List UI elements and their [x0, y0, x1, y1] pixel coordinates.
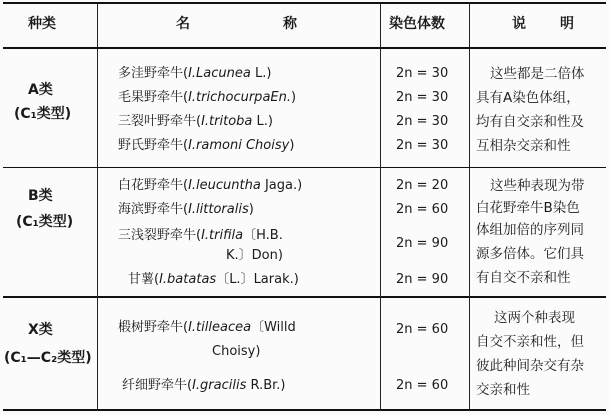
species-row: 野氏野牵牛(I.ramoni Choisy) — [118, 138, 295, 153]
header-name-1: 名 — [176, 16, 190, 32]
chromosome-count: 2n = 60 — [396, 202, 449, 217]
species-row: 三裂叶野牵牛(I.tritoba L.) — [118, 114, 273, 129]
note-line: 互相杂交亲和性 — [476, 138, 571, 154]
chromosome-count: 2n = 60 — [396, 378, 449, 393]
chromosome-count: 2n = 30 — [396, 138, 449, 153]
header-note-2: 明 — [560, 16, 574, 32]
category-b-type: (C₁类型) — [16, 214, 74, 230]
note-line: 有自交不亲和性 — [476, 270, 571, 286]
col-divider-1 — [97, 3, 98, 410]
chromosome-count: 2n = 90 — [396, 272, 449, 287]
note-line: 均有自交亲和性及 — [476, 114, 584, 130]
table-bottom-rule — [3, 409, 606, 411]
note-line: 彼此种间杂交有杂 — [476, 358, 584, 374]
species-row: 甘薯(I.batatas〔L.〕Larak.) — [128, 272, 299, 287]
note-line: 这些都是二倍体 — [490, 66, 585, 82]
note-line: 白花野牵牛B染色 — [476, 200, 580, 216]
category-a-type: (C₁类型) — [14, 106, 72, 122]
chromosome-count: 2n = 30 — [396, 90, 449, 105]
col-divider-3 — [469, 3, 470, 410]
col-divider-2 — [380, 3, 381, 410]
chromosome-count: 2n = 90 — [396, 236, 449, 251]
category-a: A类 — [28, 82, 53, 98]
header-note-1: 说 — [512, 16, 526, 32]
species-row: 三浅裂野牵牛(I.trifila〔H.B. — [118, 228, 283, 243]
chromosome-count: 2n = 30 — [396, 114, 449, 129]
species-row: 纤细野牵牛(I.gracilis R.Br.) — [122, 378, 286, 393]
note-line: 交亲和性 — [476, 382, 530, 398]
group-b-rule — [3, 296, 606, 298]
species-row: 多洼野牵牛(I.Lacunea L.) — [118, 66, 272, 81]
species-row-continuation: Choisy) — [212, 344, 261, 359]
table-top-rule — [3, 2, 606, 4]
note-line: 具有A染色体组， — [476, 90, 580, 106]
species-row: 白花野牵牛(I.leucuntha Jaga.) — [118, 178, 303, 193]
header-name-2: 称 — [283, 16, 297, 32]
note-line: 源多倍体。它们具 — [476, 246, 584, 262]
note-line: 自交不亲和性，但 — [476, 334, 584, 350]
species-row: 椴树野牵牛(I.tilleacea〔Willd — [118, 320, 296, 335]
note-line: 体组加倍的序列同 — [476, 222, 584, 238]
note-line: 这两个种表现 — [494, 310, 575, 326]
chromosome-count: 2n = 20 — [396, 178, 449, 193]
header-category: 种类 — [28, 16, 56, 32]
species-row: 毛果野牵牛(I.trichocurpaEn.) — [118, 90, 297, 105]
species-row: 海滨野牵牛(I.littoralis) — [118, 202, 254, 217]
category-x: X类 — [28, 322, 53, 338]
header-rule — [3, 47, 606, 49]
chromosome-count: 2n = 30 — [396, 66, 449, 81]
category-b: B类 — [28, 188, 53, 204]
header-chromosome: 染色体数 — [389, 16, 445, 32]
chromosome-count: 2n = 60 — [396, 322, 449, 337]
category-x-type: (C₁—C₂类型) — [4, 350, 92, 366]
note-line: 这些种表现为带 — [490, 178, 585, 194]
group-a-rule — [3, 167, 606, 168]
species-row-continuation: K.〕Don) — [226, 248, 283, 263]
